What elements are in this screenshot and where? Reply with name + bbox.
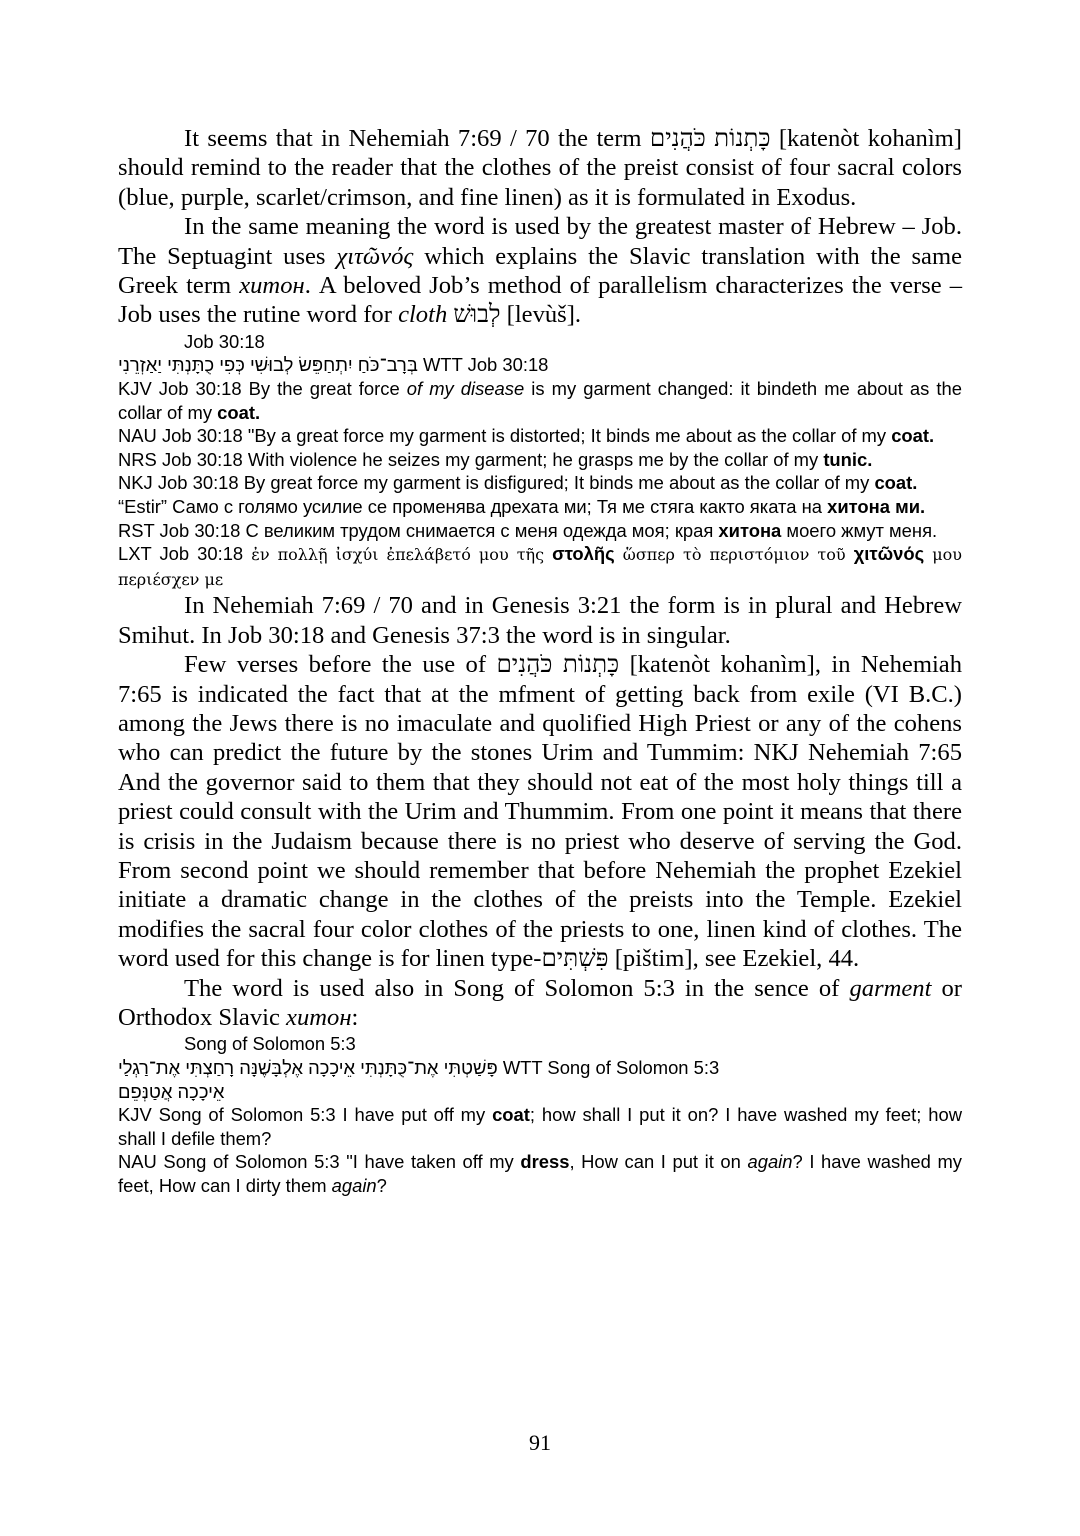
- text: :: [351, 1004, 359, 1032]
- nau-verse: [118, 424, 962, 448]
- paragraph-2: [118, 212, 962, 330]
- text: NKJ Job 30:18 By great force my garment is disfigured; It binds me about as the collar of my: [118, 472, 870, 494]
- nkj-verse: [118, 471, 962, 495]
- greek-text: ἐν πολλῇ ἰσχύι ἐπελάβετό μου τῆς: [251, 545, 545, 565]
- text: It seems that in Nehemiah 7:69 / 70 the term: [184, 125, 642, 152]
- hebrew-verse: פָּשַׁטְתִּי אֶת־כֻּתָּנְתִּי אֵיכָכָה אֶלְבָּשֶׁנָּה רָחַצְתִּי אֶת־רַגְלַי: [118, 1057, 498, 1079]
- italic-text: of my disease: [406, 378, 525, 400]
- italic-term: cloth: [398, 301, 448, 329]
- bold-text: coat.: [217, 401, 261, 423]
- page-number: 91: [529, 1430, 551, 1455]
- job-quotes: [118, 330, 962, 592]
- text: The word is used also in Song of Solomon 5:3 in the sence of: [184, 974, 840, 1002]
- text: KJV Job 30:18 By the great force: [118, 378, 400, 400]
- bold-text: coat: [492, 1104, 530, 1126]
- text: ; how shall I put it on? I have washed my feet; how shall I defile them?: [118, 1104, 962, 1149]
- bold-text: хитона: [718, 519, 782, 541]
- page-body: [118, 124, 962, 1198]
- text: ?: [376, 1175, 387, 1197]
- text: . A beloved Job’s method of parallelism characterizes the verse – Job uses the rutine word for: [118, 272, 963, 329]
- bold-text: coat.: [891, 425, 935, 447]
- bold-text: coat.: [874, 472, 918, 494]
- text: NAU Song of Solomon 5:3 "I have taken off my: [118, 1151, 514, 1173]
- text: , How can I put it on: [569, 1151, 741, 1173]
- text: [levùš].: [506, 301, 582, 329]
- rst-verse: [118, 519, 962, 543]
- text: NRS Job 30:18 With violence he seizes my garment; he grasps me by the collar of my: [118, 448, 819, 470]
- hebrew-verse: אֵיכָכָה אֲטַנְּפֵם: [118, 1080, 225, 1102]
- hebrew-term: פִּשְׁתִּים: [541, 945, 609, 973]
- bold-text: dress: [520, 1151, 570, 1173]
- cyrillic-term: хитон: [286, 1004, 352, 1032]
- verse-label: WTT Song of Solomon 5:3: [502, 1057, 720, 1079]
- nrs-verse: [118, 448, 962, 472]
- wtt-verse: [118, 353, 962, 377]
- hebrew-verse: בְּרָב־כֹּחַ יִתְחַפֵּשׂ לְבוּשִׁי כְּפִי כֻתָּנְתִּי יַאַזְרֵנִי: [118, 354, 418, 376]
- greek-term: χιτῶνός: [336, 242, 414, 270]
- paragraph-3: In Nehemiah 7:69 / 70 and in Genesis 3:21 the form is in plural and Hebrew Smihut. In Job 30:18 and Genesis 37:3 the word is in singular.: [118, 592, 962, 649]
- text: is my garment changed: it bindeth me about as the collar of my: [118, 378, 962, 423]
- text: or Orthodox Slavic: [118, 974, 962, 1032]
- text: ? I have washed my feet, How can I dirty them: [118, 1151, 962, 1197]
- text: RST Job 30:18 С великим трудом снимается с меня одежда моя; края: [118, 519, 714, 541]
- paragraph-5: [118, 974, 962, 1033]
- hebrew-term: כָּתְנוֹת כֹּהֲנִים: [496, 651, 620, 679]
- bold-text: στολῆς: [552, 543, 615, 565]
- reference-heading: Song of Solomon 5:3: [184, 1033, 356, 1055]
- wtt-verse: [118, 1056, 962, 1080]
- hebrew-term: לְבוּשׁ: [453, 301, 501, 329]
- kjv-verse: [118, 377, 962, 424]
- text: In the same meaning the word is used by the greatest master of Hebrew – Job. The Septuagint uses: [118, 213, 962, 270]
- text: Few verses before the use of: [184, 651, 487, 679]
- paragraph-1: [118, 124, 962, 212]
- nau-verse: [118, 1150, 962, 1197]
- hebrew-term: כָּתְנוֹת כֹּהֲנִים: [649, 125, 771, 152]
- paragraph-4: [118, 650, 962, 973]
- bold-text: хитона ми.: [827, 496, 926, 517]
- wtt-verse-continued: [118, 1080, 962, 1104]
- verse-label: LXT Job 30:18: [118, 543, 244, 565]
- bold-text: χιτῶνός: [853, 543, 925, 565]
- song-quotes: [118, 1032, 962, 1197]
- text: KJV Song of Solomon 5:3 I have put off my: [118, 1104, 486, 1126]
- italic-text: again: [331, 1175, 377, 1197]
- text: [katenòt kohanìm] should remind to the reader that the clothes of the preist consist of four sacral colors (blue, purple, scarlet/crimson, and fine linen) as it is formulated in Exodus.: [118, 125, 962, 211]
- greek-text: μου περιέσχεν με: [118, 545, 962, 589]
- text: NAU Job 30:18 "By a great force my garment is distorted; It binds me about as the collar of my: [118, 425, 887, 447]
- lxt-verse: [118, 542, 962, 591]
- italic-term: garment: [849, 974, 932, 1002]
- greek-text: ὥσπερ τὸ περιστόμιον τοῦ: [622, 545, 846, 565]
- verse-label: WTT Job 30:18: [423, 354, 549, 376]
- estir-verse: [118, 495, 962, 519]
- cyrillic-term: хитон: [239, 272, 305, 300]
- kjv-verse: [118, 1103, 962, 1150]
- italic-text: again: [747, 1151, 793, 1173]
- text: [pištim], see Ezekiel, 44.: [614, 945, 860, 973]
- text: [katenòt kohanìm], in Nehemiah 7:65 is indicated the fact that at the mfment of getting back from exile (VI B.C.) among the Jews there is no imaculate and quolified High Priest or any of the cohens who can predict the future by the stones Urim and Tummim: NKJ Nehemiah 7:65 And the governor said to them that they should not eat of the most holy things till a priest could consult with the Urim and Thummim. From one point it means that there is crisis in the Judaism because there is no priest who deserve of serving the God. From second point we should remember that before Nehemiah the prophet Ezekiel initiate a dramatic change in the clothes of the preists into the Temple. Ezekiel modifies the sacral four color clothes of the priests to one, linen kind of clothes. The word used for this change is for linen type-: [118, 651, 962, 973]
- text: which explains the Slavic translation with the same Greek term: [118, 242, 962, 300]
- text: “Estir” Само с голямо усилие се променява дрехата ми; Тя ме стяга както яката на: [118, 496, 822, 517]
- reference-heading: Job 30:18: [184, 330, 265, 352]
- bold-text: tunic.: [823, 448, 873, 470]
- text: моего жмут меня.: [786, 519, 938, 541]
